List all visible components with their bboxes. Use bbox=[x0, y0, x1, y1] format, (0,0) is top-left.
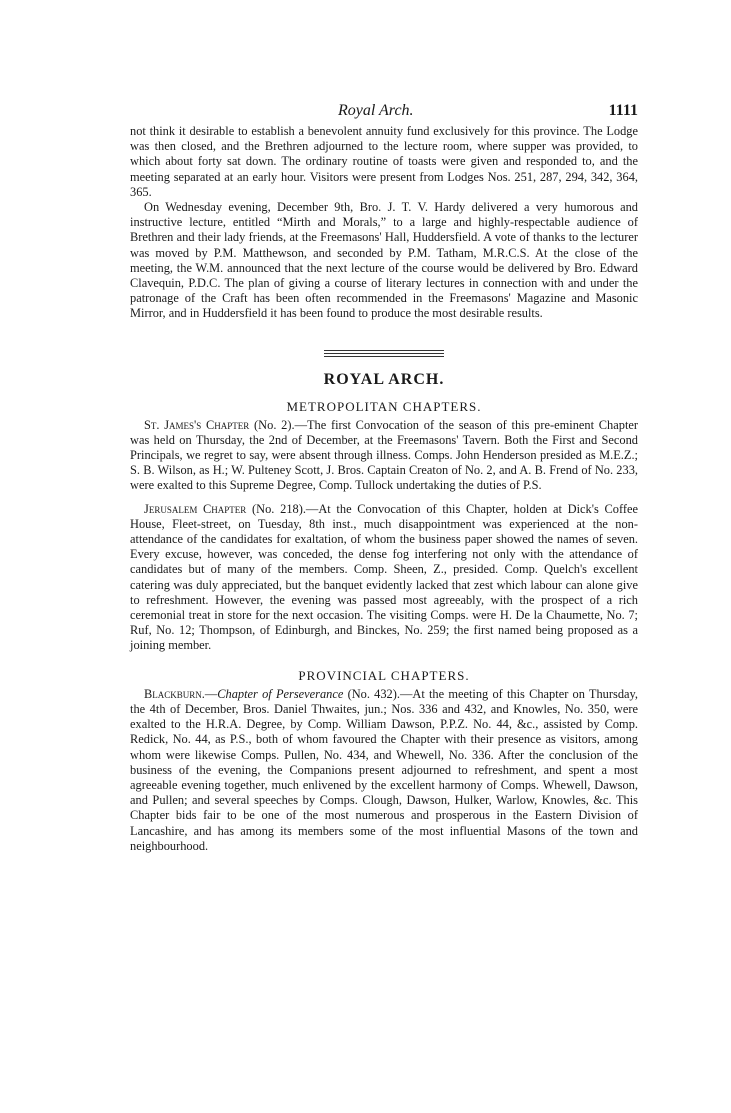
running-title: Royal Arch. bbox=[338, 102, 414, 119]
page-number: 1111 bbox=[608, 102, 638, 119]
jerusalem-lead: Jerusalem Chapter bbox=[144, 501, 247, 516]
blackburn-body: (No. 432).—At the meeting of this Chapter on Thursday, the 4th of December, Bros. Daniel Thwaites, jun.; Nos. 336 and 432, and Knowles, No. 350, were exalted to the H.R.A. Degree, by Comp. William Dawson, P.P.Z. No. 44, &c., assisted by Comp. Redick, No. 44, as P.S., both of whom favoured the Chapter with their presence as visitors, among whom were likewise Comps. Pullen, No. 434, and Whewell, No. 336. After the conclusion of the business of the evening, the Companions present adjourned to refreshment, and spent a most agreeable evening together, much enlivened by the excellent harmony of Comps. Whewell, Dawson, and Pullen; and several speeches by Comps. Clough, Dawson, Hulker, Warlow, Knowles, &c. This Chapter bids fair to be one of the most numerous and prosperous in the Eastern Division of Lancashire, and has among its members some of the most influential Masons of the town and neighbourhood. bbox=[130, 686, 639, 853]
jerusalem-paragraph bbox=[130, 502, 638, 654]
intro-paragraph-1: not think it desirable to establish a benevolent annuity fund exclusively for this province. The Lodge was then closed, and the Brethren adjourned to the lecture room, where supper was provided, to which about forty sat down. The ordinary routine of toasts were given and responded to, and the meeting separated at an early hour. Visitors were present from Lodges Nos. 251, 287, 294, 342, 364, 365. bbox=[130, 124, 638, 199]
blackburn-chapter-name: Chapter of Perseverance bbox=[217, 686, 344, 701]
blackburn-lead: Blackburn. bbox=[144, 686, 205, 701]
st-james-lead: St. James's Chapter bbox=[144, 417, 250, 432]
metropolitan-heading: METROPOLITAN CHAPTERS. bbox=[286, 398, 482, 414]
st-james-paragraph bbox=[130, 418, 638, 494]
page bbox=[130, 100, 638, 854]
blackburn-dash: — bbox=[204, 686, 218, 701]
divider-rule bbox=[324, 350, 444, 351]
provincial-heading: PROVINCIAL CHAPTERS. bbox=[298, 667, 470, 683]
intro-paragraph-2: On Wednesday evening, December 9th, Bro. J. T. V. Hardy delivered a very humorous and instructive lecture, entitled “Mirth and Morals,” to a large and highly-respectable audience of Brethren and their lady friends, at the Freemasons' Hall, Huddersfield. A vote of thanks to the lecturer was moved by P.M. Matthewson, and seconded by P.M. Tatham, M.R.C.S. At the close of the meeting, the W.M. announced that the next lecture of the course would be delivered by Bro. Edward Clavequin, P.D.C. The plan of giving a course of literary lectures in connection with and under the patronage of the Craft has been often recommended in the Freemasons' Magazine and Masonic Mirror, and in Huddersfield it has been found to produce the most desirable results. bbox=[130, 200, 638, 321]
st-james-body: (No. 2).—The first Convocation of the season of this pre-eminent Chapter was held on Thursday, the 2nd of December, at the Freemasons' Tavern. Both the First and Second Principals, we regret to say, were absent through illness. Comps. John Henderson presided as M.E.Z.; S. B. Wilson, as H.; W. Pulteney Scott, J. Bros. Captain Creaton of No. 2, and A. B. Frend of No. 233, were exalted to this Supreme Degree, Comp. Tullock undertaking the duties of P.S. bbox=[130, 417, 639, 493]
divider-rule bbox=[324, 356, 444, 357]
divider-rule bbox=[324, 353, 444, 354]
section-divider bbox=[324, 350, 444, 357]
blackburn-paragraph bbox=[130, 687, 638, 854]
section-title: ROYAL ARCH. bbox=[323, 370, 445, 388]
jerusalem-body: (No. 218).—At the Convocation of this Chapter, holden at Dick's Coffee House, Fleet-street, on Tuesday, 8th inst., much disappointment was experienced at the non-attendance of the candidates for exaltation, of whom the business paper showed the names of seven. Every excuse, however, was conceded, the dense fog interfering not only with the attendance of candidates but of many of the members. Comp. Sheen, Z., presided. Comp. Quelch's excellent catering was duly appreciated, but the banquet evidently lacked that zest which labour can alone give to refreshment. However, the evening was passed most agreeably, with the prospect of a rich ceremonial treat in store for the next occasion. The visiting Comps. were H. De la Chaumette, No. 7; Ruf, No. 12; Thompson, of Edinburgh, and Binckes, No. 259; the first named being proposed as a joining member. bbox=[130, 501, 638, 653]
page-header bbox=[130, 100, 638, 124]
